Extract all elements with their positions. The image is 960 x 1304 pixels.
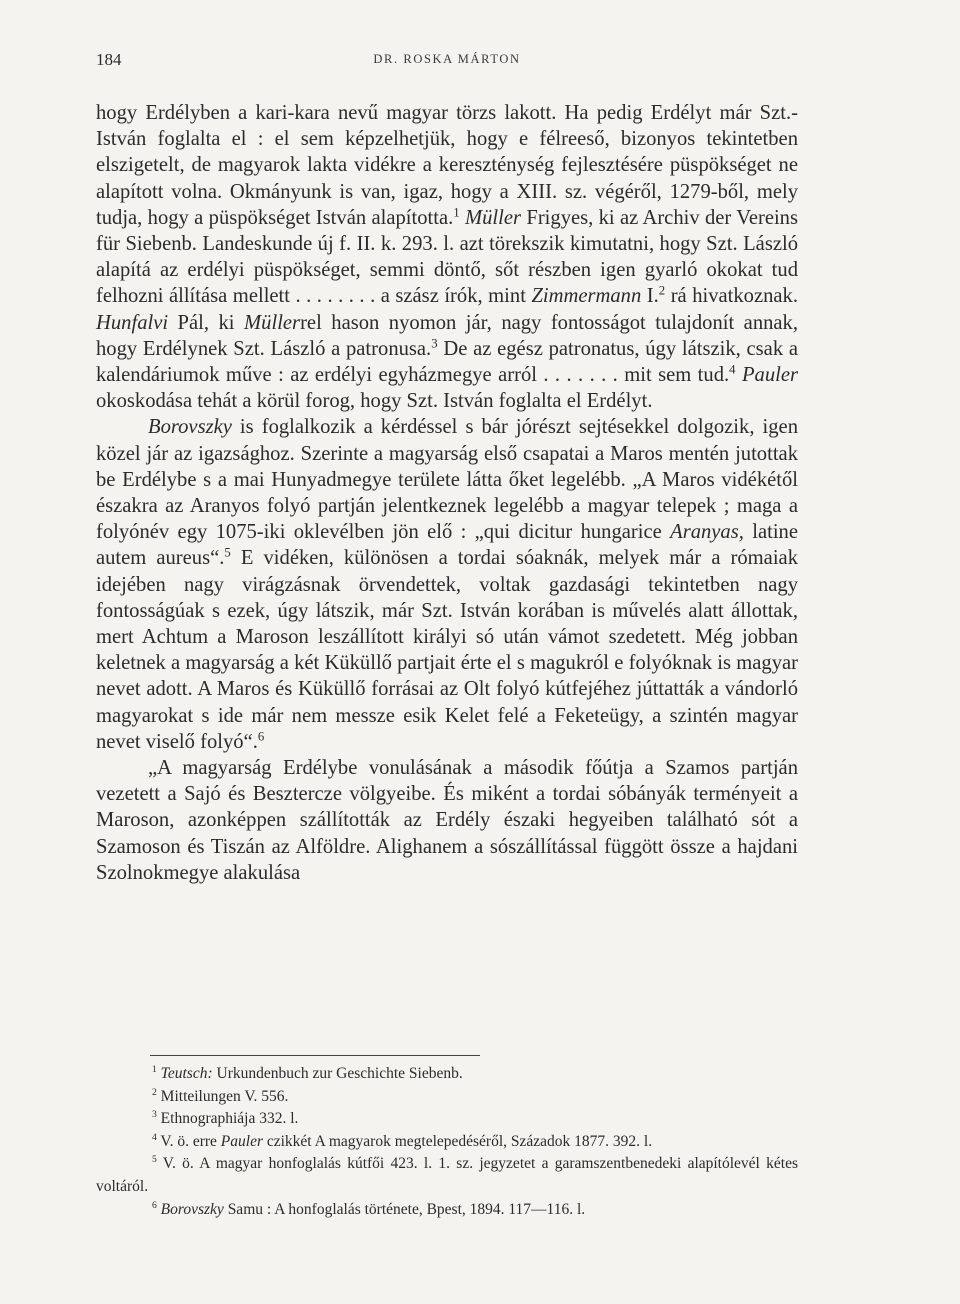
footnote-marker: 2 <box>658 283 666 298</box>
footnote: $^6$ Borovszky Samu : A honfoglalás története, Bpest, 1894. 117—116. l. <box>152 1199 586 1218</box>
page-number: 184 <box>96 50 122 69</box>
footnote-marker: 5 <box>152 1154 157 1166</box>
italic-name: Müller <box>464 206 522 229</box>
footnote-divider <box>150 1055 480 1056</box>
footnote: $^2$ Mitteilungen V. 556. <box>152 1086 289 1105</box>
italic-name: Borovszky <box>148 416 232 439</box>
footnote: $^1$ Teutsch: Urkundenbuch zur Geschichte Siebenb. <box>152 1064 463 1082</box>
footnote: $^5$ V. ö. A magyar honfoglalás kútfői 423. l. 1. sz. jegyzetet a garamszentbenedeki alapítólevél kétes voltáról. <box>96 1154 798 1195</box>
italic-name: Teutsch: <box>160 1065 213 1082</box>
running-head: DR. ROSKA MÁRTON <box>373 52 521 66</box>
italic-name: Müller <box>244 311 301 334</box>
paragraph: hogy Erdélyben a kari-kara nevű magyar törzs lakott. Ha pedig Erdélyt már Szt.-István foglalta el : el sem képzelhetjük, hogy e félreeső, bizonyos tekintetben elszigetelt, de magyarok lakta vidékre a kereszténység fejlesztésére püspökséget ne alapított volna. Okmányunk is van, igaz, hogy a XIII. sz. végéről, 1279-ből, mely tudja, hogy a püspökséget István alapította.$^1$ Müller Frigyes, ki az Archiv der Vereins für Siebenb. Landeskunde új f. II. k. 293. l. azt törekszik kimutatni, hogy Szt. László alapítá az erdélyi püspökséget, semmi döntő, sőt részben igen gyarló okokat tud felhozni állítása mellett . . . . . . . . a szász írók, mint Zimmermann I.$^2$ rá hivatkoznak. Hunfalvi Pál, ki Müllerrel hason nyomon jár, nagy fontosságot tulajdonít annak, hogy Erdélynek Szt. László a patronusa.$^3$ De az egész patronatus, úgy látszik, csak a kalendáriumok műve : az erdélyi egyházmegye arról . . . . . . . mit sem tud.$^4$ Pauler okoskodása tehát a körül forog, hogy Szt. István foglalta el Erdélyt. <box>96 102 799 413</box>
page-header <box>96 50 798 74</box>
footnote: $^4$ V. ö. erre Pauler czikkét A magyarok megtelepedéséről, Századok 1877. 392. l. <box>152 1132 653 1150</box>
footnote-marker: 6 <box>257 729 265 744</box>
italic-name: Pauler <box>220 1132 263 1150</box>
paragraph: „A magyarság Erdélybe vonulásának a második főútja a Szamos partján vezetett a Sajó és Besztercze völgyeibe. És miként a tordai sóbányák terményeit a Maroson, azonképpen szállították az Erdély északi hegyeiben található sót a Szamoson és Tiszán az Alföldre. Alighanem a sószállítással függött össze a hajdani Szolnokmegye alakulása <box>96 757 798 884</box>
footnote: $^3$ Ethnographiája 332. l. <box>152 1109 299 1128</box>
italic-name: Zimmermann <box>531 285 642 308</box>
italic-name: Pauler <box>741 364 798 387</box>
paragraph: Borovszky is foglalkozik a kérdéssel s bár jórészt sejtésekkel dolgozik, igen közel jár az igazsághoz. Szerinte a magyarság első csapatai a Maros mentén jutottak be Erdélybe s a mai Hunyadmegye területe látta őket legelébb. „A Maros vidékétől északra az Aranyos folyó partján jelentkeznek legelébb a magyar telepek ; maga a folyónév egy 1075-iki oklevélben jön elő : „qui dicitur hungarice Aranyas, latine autem aureus“.$^5$ E vidéken, különösen a tordai sóaknák, melyek már a rómaiak idejében nagy virágzásnak örvendettek, voltak gazdasági tekintetben nagy fontosságúak s ezek, úgy látszik, már Szt. István korában is művelés alatt állottak, mert Achtum a Maroson leszállított királyi só után vámot szedetett. Még jobban keletnek a magyarság a két Küküllő partjait érte el s magukról e folyóknak is magyar nevet adott. A Maros és Küküllő forrásai az Olt folyó kútfejéhez júttatták a vándorló magyarokat s ide már nem messze esik Kelet felé a Feketeügy, a szintén magyar nevet viselő folyó“.$^6$ <box>96 416 798 753</box>
body-text <box>96 100 798 886</box>
footnote-marker: 3 <box>152 1109 157 1121</box>
italic-name: Aranyas, <box>670 521 744 544</box>
footnote-marker: 3 <box>431 336 438 351</box>
italic-name: Hunfalvi <box>96 311 169 334</box>
footnote-marker: 1 <box>453 205 460 220</box>
footnotes <box>96 1063 798 1221</box>
footnote-marker: 6 <box>152 1199 157 1211</box>
italic-name: Borovszky <box>160 1200 224 1218</box>
footnote-marker: 1 <box>152 1064 157 1076</box>
footnote-marker: 4 <box>152 1132 157 1144</box>
footnote-marker: 5 <box>224 545 231 560</box>
footnote-marker: 2 <box>152 1086 157 1098</box>
footnote-marker: 4 <box>729 362 736 377</box>
